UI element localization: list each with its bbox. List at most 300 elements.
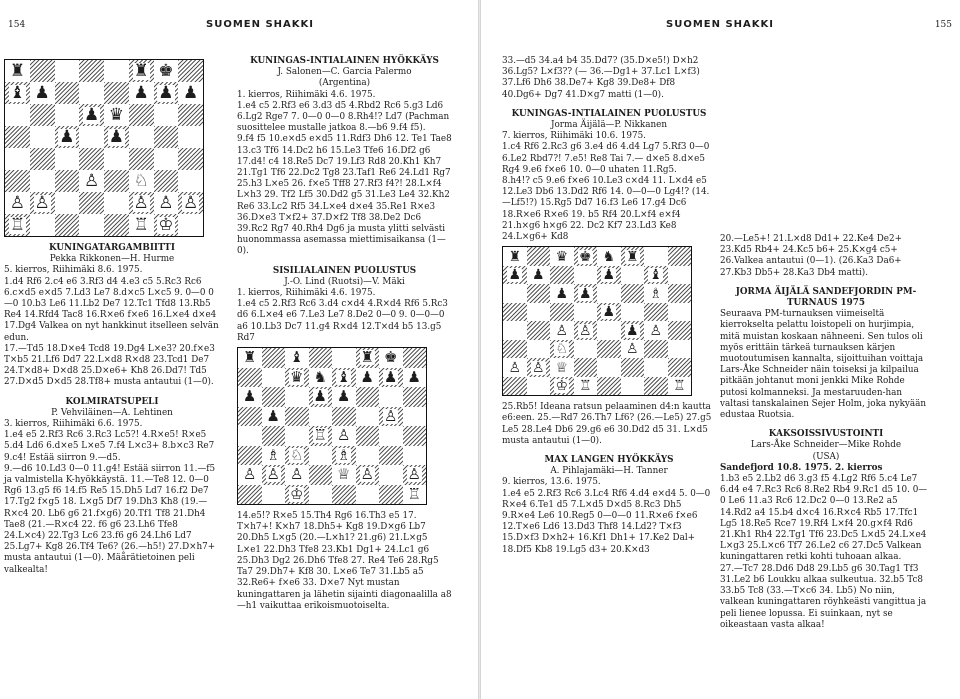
board-square xyxy=(527,266,551,285)
chess-piece: ♖ xyxy=(133,214,149,235)
board-square xyxy=(104,192,129,214)
board-square xyxy=(597,358,621,377)
chess-piece: ♟ xyxy=(313,387,327,406)
board-square xyxy=(574,303,598,322)
game-1-heading: KUNINGATARGAMBIITTI xyxy=(49,243,175,253)
board-square xyxy=(309,407,333,427)
board-square xyxy=(154,170,179,192)
board-square xyxy=(379,426,403,446)
board-square xyxy=(644,340,668,359)
board-square xyxy=(178,192,203,214)
board-square xyxy=(104,60,129,82)
chess-piece: ♟ xyxy=(384,367,398,386)
chess-piece: ♙ xyxy=(266,465,280,484)
game-3-heading: KUNINGAS-INTIALAINEN HYÖKKÄYS xyxy=(250,56,439,66)
board-square xyxy=(668,303,692,322)
board-square xyxy=(550,340,574,359)
board-square xyxy=(356,368,380,388)
board-square xyxy=(644,358,668,377)
board-square xyxy=(668,358,692,377)
board-square xyxy=(356,407,380,427)
chess-piece: ♙ xyxy=(290,465,304,484)
right-column-2 xyxy=(720,56,932,631)
board-square xyxy=(621,266,645,285)
board-square xyxy=(129,148,154,170)
board-square xyxy=(644,321,668,340)
board-square xyxy=(79,170,104,192)
board-square xyxy=(621,284,645,303)
chess-piece: ♟ xyxy=(625,322,639,339)
board-square xyxy=(104,104,129,126)
chess-piece: ♖ xyxy=(9,214,25,235)
board-square xyxy=(79,82,104,104)
board-square xyxy=(356,446,380,466)
chess-piece: ♖ xyxy=(313,426,327,445)
board-square xyxy=(332,426,356,446)
chess-piece: ♞ xyxy=(313,367,327,386)
right-page xyxy=(480,0,960,699)
board-square xyxy=(379,348,403,368)
board-square xyxy=(285,407,309,427)
board-square xyxy=(550,266,574,285)
board-square xyxy=(644,377,668,396)
board-square xyxy=(79,104,104,126)
board-square xyxy=(403,485,427,505)
board-square xyxy=(503,303,527,322)
board-square xyxy=(621,377,645,396)
chess-piece: ♔ xyxy=(555,378,569,394)
board-square xyxy=(104,170,129,192)
board-square xyxy=(668,340,692,359)
game-2-moves: 1.e4 e5 2.Rf3 Rc6 3.Rc3 Lc5?! 4.R×e5! R×e5 5.d4 Ld6 6.d×e5 L×e5 7.f4 L×c3+ 8.b×c3 Re7 9.c4! Estää siirron 9.—d5. xyxy=(4,430,215,463)
board-square xyxy=(5,126,30,148)
board-square xyxy=(55,60,80,82)
board-square xyxy=(332,387,356,407)
board-square xyxy=(550,303,574,322)
chess-piece: ♟ xyxy=(133,82,149,103)
board-square xyxy=(30,82,55,104)
board-square xyxy=(238,485,262,505)
board-square xyxy=(178,82,203,104)
board-square xyxy=(262,446,286,466)
board-square xyxy=(668,266,692,285)
board-square xyxy=(574,266,598,285)
board-square xyxy=(597,284,621,303)
board-square xyxy=(550,321,574,340)
board-square xyxy=(79,126,104,148)
game-5-players: Jorma Äijälä—P. Nikkanen xyxy=(550,120,668,131)
board-square xyxy=(30,60,55,82)
board-square xyxy=(309,465,333,485)
board-square xyxy=(262,485,286,505)
left-page-number: 154 xyxy=(8,20,26,30)
board-square xyxy=(5,60,30,82)
board-square xyxy=(597,340,621,359)
board-square xyxy=(30,104,55,126)
chess-piece: ♕ xyxy=(555,359,569,376)
game-3-moves: 1.e4 c5 2.Rf3 e6 3.d3 d5 4.Rbd2 Rc6 5.g3 Ld6 6.Lg2 Rge7 7. 0—0 0—0 8.Rh4!? Ld7 (Pachman suosittelee mustalle jatkoa 8.—b6 9.f4 f5). xyxy=(237,100,450,134)
board-square xyxy=(5,214,30,236)
chess-piece: ♔ xyxy=(158,214,174,235)
chess-piece: ♟ xyxy=(59,126,75,147)
chess-piece: ♙ xyxy=(384,406,398,425)
board-square xyxy=(285,485,309,505)
board-square xyxy=(238,407,262,427)
board-square xyxy=(104,82,129,104)
board-square xyxy=(238,368,262,388)
board-square xyxy=(379,407,403,427)
board-square xyxy=(503,377,527,396)
board-square xyxy=(55,104,80,126)
board-square xyxy=(332,465,356,485)
board-square xyxy=(238,348,262,368)
board-square xyxy=(550,284,574,303)
board-square xyxy=(154,192,179,214)
game-7-players: Lars-Åke Schneider—Mike Rohde xyxy=(750,440,902,451)
game-4-heading: SISILIALAINEN PUOLUSTUS xyxy=(272,265,417,276)
board-square xyxy=(574,247,598,266)
board-square xyxy=(238,446,262,466)
board-square xyxy=(129,104,154,126)
chess-piece: ♚ xyxy=(158,60,174,81)
chess-piece: ♙ xyxy=(133,192,149,213)
board-square xyxy=(527,284,551,303)
chess-piece: ♟ xyxy=(555,285,569,302)
board-square xyxy=(503,358,527,377)
board-square xyxy=(527,321,551,340)
board-square xyxy=(379,465,403,485)
board-square xyxy=(5,148,30,170)
board-square xyxy=(527,377,551,396)
board-square xyxy=(262,407,286,427)
board-square xyxy=(597,247,621,266)
chess-piece: ♙ xyxy=(531,359,545,376)
game-4-after-diagram: 14.e5!? R×e5 15.Th4 Rg6 16.Th3 e5 17. T×h7+! K×h7 18.Dh5+ Kg8 19.D×g6 Lb7 20.Dh5 L×g5 (20.—L×h1? 21.g6) 21.L×g5 L×e1 22.Dh3 Tfe8 23.Kb1 Dg1+ 24.Lc1 g6 25.Dh3 Dg2 26.Dh6 Tfe8 27. Re4 Te6 28.Rg5 Ta7 29.Dh7+ Kf8 30. L×e6 Te7 31.Lb5 a5 32.Re6+ f×e6 33. D×e7 Nyt mustan kuningattaren ja lähetin sijainti diagonaalilla a8—h1 vaikuttaa erikoismuotoiselta. xyxy=(237,511,452,611)
board-square xyxy=(527,247,551,266)
chess-piece: ♙ xyxy=(243,465,257,484)
board-square xyxy=(129,192,154,214)
board-square xyxy=(79,60,104,82)
game-3-players: J. Salonen—C. Garcia Palermo xyxy=(277,67,412,78)
board-square xyxy=(309,446,333,466)
board-square xyxy=(403,426,427,446)
game-4-moves: 1.e4 c5 2.Rf3 Rc6 3.d4 c×d4 4.R×d4 Rf6 5.Rc3 d6 6.L×e4 e6 7.Le3 Le7 8.De2 0—0 9. 0—0—0 a6 10.Lb3 Dc7 11.g4 R×d4 12.T×d4 b5 13.g5 Rd7 xyxy=(237,299,448,343)
game-4-round: 1. kierros, Riihimäki 4.6. 1975. xyxy=(237,288,376,299)
game-6-players: A. Pihlajamäki—H. Tanner xyxy=(550,466,668,477)
board-square xyxy=(574,321,598,340)
chess-piece: ♟ xyxy=(407,367,421,386)
board-square xyxy=(154,126,179,148)
board-square xyxy=(178,60,203,82)
board-square xyxy=(129,214,154,236)
board-square xyxy=(154,148,179,170)
game-1-moves: 1.d4 Rf6 2.c4 e6 3.Rf3 d4 4.e3 c5 5.Rc3 Rc6 6.c×d5 e×d5 7.Ld3 Le7 8.d×c5 L×c5 9. 0—0 0—0 10.b3 Le6 11.Lb2 De7 12.Tc1 Tfd8 13.Rb5 Re4 14.Rfd4 Tac8 16.R×e6 f×e6 16.L×e4 d×e4 17.Dg4 Valkea on nyt hankkinut itselleen selvän edun. xyxy=(4,276,219,343)
board-square xyxy=(668,284,692,303)
chess-piece: ♙ xyxy=(555,322,569,339)
chess-piece: ♟ xyxy=(508,267,522,283)
board-square xyxy=(644,303,668,322)
board-square xyxy=(403,368,427,388)
chess-piece: ♚ xyxy=(384,348,398,367)
game-1-continuation: 17.—Td5 18.D×e4 Tcd8 19.Dg4 L×e3? 20.f×e3 T×b5 21.Lf6 Dd7 22.L×d8 R×d8 23.Tcd1 De7 24.T×d8+ D×d8 25.D×e6+ Kh8 26.Dd7! Td5 27.D×d5 D×d5 28.Tf8+ musta antautui (1—0). xyxy=(4,343,215,388)
board-square xyxy=(262,426,286,446)
chess-piece: ♟ xyxy=(531,267,545,283)
board-square xyxy=(332,446,356,466)
board-square xyxy=(644,247,668,266)
article-text: Seuraava PM-turnauksen viimeiseltä kierrokselta pelattu loistopeli on hurjimpia, mitä muistan koskaan nähneeni. Sen tulos oli myös erittäin tärkeä turnauksen kärjen muotoutumisen kannalta, sijoittuihan voittaja Lars-Åke Schneider näin toiseksi ja kilpailua pitkään johtanut moni jenkki Mike Rohde putosi kolmanneksi. Ja mestaruuden-han valtasi tanskalainen Sejer Holm, joka nykyään edustaa Ruotsia. xyxy=(720,309,927,421)
left-column-1 xyxy=(4,56,220,576)
chess-piece: ♙ xyxy=(337,426,351,445)
chess-piece: ♖ xyxy=(407,484,421,503)
board-square xyxy=(668,377,692,396)
game-7-heading: KAKSOISSIVUSTOINTI xyxy=(768,429,884,440)
board-square xyxy=(129,60,154,82)
board-square xyxy=(55,82,80,104)
board-square xyxy=(55,214,80,236)
chess-piece: ♙ xyxy=(360,465,374,484)
board-square xyxy=(262,465,286,485)
board-square xyxy=(503,266,527,285)
chess-piece: ♜ xyxy=(360,348,374,367)
board-square xyxy=(644,266,668,285)
game-7-continuation: 27.—Tc7 28.Dd6 Dd8 29.Lb5 g6 30.Tag1 Tf3 31.Le2 b6 Loukku alkaa sulkeutua. 32.b5 Tc8 33.b5 Tc8 (33.—T×c6 34. Lb5) No niin, valkean kuningattaren röyhkeästi vangittua ja peli lienee lopussa. Ei suinkaan, nyt se oikeastaan vasta alkaa! xyxy=(720,563,927,630)
board-square xyxy=(356,348,380,368)
board-square xyxy=(379,446,403,466)
left-column-2 xyxy=(237,56,452,612)
board-square xyxy=(262,348,286,368)
chess-piece: ♚ xyxy=(578,248,592,265)
chess-piece: ♕ xyxy=(337,465,351,484)
board-square xyxy=(332,368,356,388)
board-square xyxy=(104,148,129,170)
chess-piece: ♙ xyxy=(84,170,100,191)
chess-piece: ♙ xyxy=(407,465,421,484)
game-1-players: Pekka Rikkonen—H. Hurme xyxy=(49,254,175,265)
board-square xyxy=(550,358,574,377)
left-running-title: SUOMEN SHAKKI xyxy=(206,19,314,30)
chess-piece: ♘ xyxy=(555,341,569,357)
chess-piece: ♜ xyxy=(508,248,522,265)
board-square xyxy=(154,82,179,104)
board-square xyxy=(621,303,645,322)
board-square xyxy=(5,170,30,192)
game-3-continuation: 9.f4 f5 10.e×d5 e×d5 11.Rdf3 Dh6 12. Te1 Tae8 13.c3 Tf6 14.Dc2 h6 15.Le3 Tfe6 16.Df2 g6 17.d4! c4 18.Re5 Dc7 19.Lf3 Rd8 20.Kh1 Kh7 21.Tg1 Tf6 22.Dc2 Tg8 23.Taf1 Re6 24.Ld1 Rg7 25.h3 L×e5 26. f×e5 Tff8 27.Rf3 f4?! 28.L×f4 L×h3 29. Tf2 Lf5 30.Dd2 g5 31.Le3 Le4 32.Kh2 Re6 33.Lc2 Rf5 34.L×e4 d×e4 35.Re1 R×e3 36.D×e3 T×f2+ 37.D×f2 Tf8 38.De2 Dc6 39.Rc2 Rg7 40.Rh4 Dg6 ja musta ylitti selvästi huonommassa asemassa miettimisaikansa (1—0). xyxy=(237,134,452,257)
board-square xyxy=(30,148,55,170)
game-7-moves: 1.b3 e5 2.Lb2 d6 3.g3 f5 4.Lg2 Rf6 5.c4 Le7 6.d4 e4 7.Rc3 Rc6 8.Re2 Rb4 9.Rc1 d5 10. 0—0 Le6 11.a3 Rc6 12.Dc2 0—0 13.Re2 a5 14.Rd2 a4 15.b4 d×c4 16.R×c4 Rb5 17.Tfc1 Lg5 18.Re5 Rce7 19.Rf4 L×f4 20.g×f4 Rd6 21.Kh1 Rh4 22.Tg1 Tf6 23.Dc5 L×d5 24.L×e4 L×g3 25.L×c6 Tf7 26.Le2 c6 27.Dc5 Valkean kuningattaren retki kohti tuhoaan alkaa. xyxy=(720,474,928,563)
chess-piece: ♟ xyxy=(602,267,616,283)
board-square xyxy=(503,321,527,340)
chess-piece: ♙ xyxy=(578,322,592,339)
board-square xyxy=(79,148,104,170)
board-square xyxy=(621,247,645,266)
game-6-moves: 1.e4 e5 2.Rf3 Rc6 3.Lc4 Rf6 4.d4 e×d4 5. 0—0 R×e4 6.Te1 d5 7.L×d5 D×d5 8.Rc3 Dh5 9.R×e4 Le6 10.Reg5 0—0—0 11.R×e6 f×e6 12.T×e6 Ld6 13.Dd3 Thf8 14.Ld2? T×f3 15.D×f3 D×h2+ 16.Kf1 Dh1+ 17.Ke2 Dal+ 18.Df5 Kb8 19.Lg5 d3+ 20.K×d3 xyxy=(502,488,711,555)
game-6-round: 9. kierros, 13.6. 1975. xyxy=(502,477,601,488)
article-heading: JORMA ÄIJÄLÄ SANDEFJORDIN PM-TURNAUS 1975 xyxy=(735,286,917,309)
board-square xyxy=(309,426,333,446)
board-square xyxy=(403,407,427,427)
board-square xyxy=(356,485,380,505)
board-square xyxy=(285,368,309,388)
chess-piece: ♘ xyxy=(133,170,149,191)
board-square xyxy=(503,247,527,266)
board-square xyxy=(574,377,598,396)
game-2-players: P. Vehviläinen—A. Lehtinen xyxy=(51,407,173,418)
board-square xyxy=(5,192,30,214)
board-square xyxy=(527,303,551,322)
board-square xyxy=(527,358,551,377)
right-running-title: SUOMEN SHAKKI xyxy=(666,19,774,30)
board-square xyxy=(403,446,427,466)
game-1-round: 5. kierros, Riihimäki 8.6. 1975. xyxy=(4,265,143,276)
board-square xyxy=(154,214,179,236)
board-square xyxy=(5,82,30,104)
board-square xyxy=(332,485,356,505)
board-square xyxy=(154,104,179,126)
right-column-1 xyxy=(502,56,716,556)
chess-piece: ♝ xyxy=(290,348,304,367)
board-square xyxy=(55,126,80,148)
chess-piece: ♛ xyxy=(290,367,304,386)
board-square xyxy=(178,104,203,126)
board-square xyxy=(309,348,333,368)
board-square xyxy=(597,303,621,322)
chess-piece: ♛ xyxy=(108,104,124,125)
chess-piece: ♗ xyxy=(649,285,663,302)
board-square xyxy=(597,266,621,285)
board-square xyxy=(55,192,80,214)
game-4-players: J.-O. Lind (Ruotsi)—V. Mäki xyxy=(284,276,405,287)
game-5-round: 7. kierros, Riihimäki 10.6. 1975. xyxy=(502,131,646,142)
board-square xyxy=(285,426,309,446)
chess-piece: ♙ xyxy=(183,192,199,213)
board-square xyxy=(356,426,380,446)
board-square xyxy=(379,485,403,505)
board-square xyxy=(55,170,80,192)
board-square xyxy=(30,170,55,192)
board-square xyxy=(550,377,574,396)
board-square xyxy=(30,126,55,148)
chess-piece: ♟ xyxy=(108,126,124,147)
chess-piece: ♙ xyxy=(625,341,639,357)
board-square xyxy=(238,465,262,485)
board-square xyxy=(262,368,286,388)
board-square xyxy=(668,247,692,266)
chess-piece: ♙ xyxy=(34,192,50,213)
chess-piece: ♜ xyxy=(625,248,639,265)
board-square xyxy=(285,348,309,368)
chess-piece: ♗ xyxy=(337,445,351,464)
board-square xyxy=(403,465,427,485)
chess-piece: ♗ xyxy=(266,445,280,464)
game-2-heading: KOLMIRATSUPELI xyxy=(65,396,159,407)
board-square xyxy=(332,407,356,427)
chess-piece: ♟ xyxy=(360,367,374,386)
chess-diagram-1 xyxy=(4,59,204,237)
board-square xyxy=(644,284,668,303)
chess-piece: ♙ xyxy=(508,359,522,376)
board-square xyxy=(309,485,333,505)
board-square xyxy=(597,377,621,396)
board-square xyxy=(597,321,621,340)
board-square xyxy=(503,284,527,303)
board-square xyxy=(332,348,356,368)
chess-piece: ♞ xyxy=(602,248,616,265)
board-square xyxy=(356,387,380,407)
chess-piece: ♜ xyxy=(9,60,25,81)
board-square xyxy=(285,387,309,407)
board-square xyxy=(178,126,203,148)
game-5-moves: 1.c4 Rf6 2.Rc3 g6 3.e4 d6 4.d4 Lg7 5.Rf3 0—0 6.Le2 Rbd7?! 7.e5! Re8 Tai 7.— d×e5 8.d×e5 Rg4 9.e6 f×e6 10. 0—0 uhaten 11.Rg5. xyxy=(502,142,710,175)
board-square xyxy=(503,340,527,359)
board-square xyxy=(621,340,645,359)
chess-piece: ♙ xyxy=(158,192,174,213)
game-7-round: Sandefjord 10.8. 1975. 2. kierros xyxy=(720,462,883,473)
board-square xyxy=(309,368,333,388)
game-6-ending: 20.—Le5+! 21.L×d8 Dd1+ 22.Ke4 De2+ 23.Kd5 Rb4+ 24.Kc5 b6+ 25.K×g4 c5+ 26.Valkea antautui (0—1). (26.Ka3 Da6+ 27.Kb3 Db5+ 28.Ka3 Db4 matti). xyxy=(720,234,902,278)
board-square xyxy=(154,60,179,82)
chess-piece: ♙ xyxy=(9,192,25,213)
board-square xyxy=(356,465,380,485)
right-page-number: 155 xyxy=(934,20,952,30)
board-square xyxy=(403,348,427,368)
game-3-country: (Argentina) xyxy=(318,78,371,89)
board-square xyxy=(79,214,104,236)
board-square xyxy=(5,104,30,126)
right-running-header xyxy=(480,12,960,32)
board-square xyxy=(574,340,598,359)
chess-piece: ♟ xyxy=(602,304,616,320)
board-square xyxy=(285,446,309,466)
board-square xyxy=(30,214,55,236)
chess-piece: ♝ xyxy=(9,82,25,103)
left-running-header xyxy=(0,12,480,32)
game-6-heading: MAX LANGEN HYÖKKÄYS xyxy=(544,455,674,466)
board-square xyxy=(178,170,203,192)
board-square xyxy=(621,321,645,340)
chess-piece: ♜ xyxy=(133,60,149,81)
chess-piece: ♟ xyxy=(243,387,257,406)
chess-piece: ♟ xyxy=(337,387,351,406)
chess-piece: ♟ xyxy=(578,285,592,302)
board-square xyxy=(129,170,154,192)
game-5-after-diagram: 25.Rb5! Ideana ratsun pelaaminen d4:n kautta e6:een. 25.—Rd7 26.Th7 Lf6? (26.—Le5) 27.g5 Le5 28.Le4 Db6 29.g6 e6 30.Dd2 d5 31. L×d5 musta antautui (1—0). xyxy=(502,402,712,446)
chess-piece: ♟ xyxy=(183,82,199,103)
board-square xyxy=(104,126,129,148)
board-square xyxy=(79,192,104,214)
chess-piece: ♟ xyxy=(34,82,50,103)
chess-piece: ♖ xyxy=(578,378,592,394)
board-square xyxy=(262,387,286,407)
board-square xyxy=(403,387,427,407)
chess-piece: ♝ xyxy=(337,367,351,386)
board-square xyxy=(30,192,55,214)
board-square xyxy=(574,358,598,377)
chess-piece: ♙ xyxy=(649,322,663,339)
chess-diagram-3 xyxy=(502,246,692,396)
game-5-continuation: 8.h4!? c5 9.e6 f×e6 10.Le3 c×d4 11. L×d4 e5 12.Le3 Db6 13.Dd2 Rf6 14. 0—0—0 Lg4!? (14.—Lf5!?) 15.Rg5 Dd7 16.f3 Le6 17.g4 Dc6 18.R×e6 R×e6 19. b5 Rf4 20.L×f4 e×f4 21.h×g6 h×g6 22. Dc2 Kf7 23.Ld3 Ke8 24.L×g6+ Kd8 xyxy=(502,176,710,243)
board-square xyxy=(574,284,598,303)
board-square xyxy=(621,358,645,377)
chess-diagram-2 xyxy=(237,347,427,505)
game-3-round: 1. kierros, Riihimäki 4.6. 1975. xyxy=(237,89,376,100)
chess-piece: ♟ xyxy=(266,406,280,425)
board-square xyxy=(550,247,574,266)
game-2-round: 3. kierros, Riihimäki 6.6. 1975. xyxy=(4,419,143,430)
chess-piece: ♟ xyxy=(158,82,174,103)
board-square xyxy=(178,148,203,170)
game-5-heading: KUNINGAS-INTIALAINEN PUOLUSTUS xyxy=(511,108,707,119)
chess-piece: ♜ xyxy=(243,348,257,367)
